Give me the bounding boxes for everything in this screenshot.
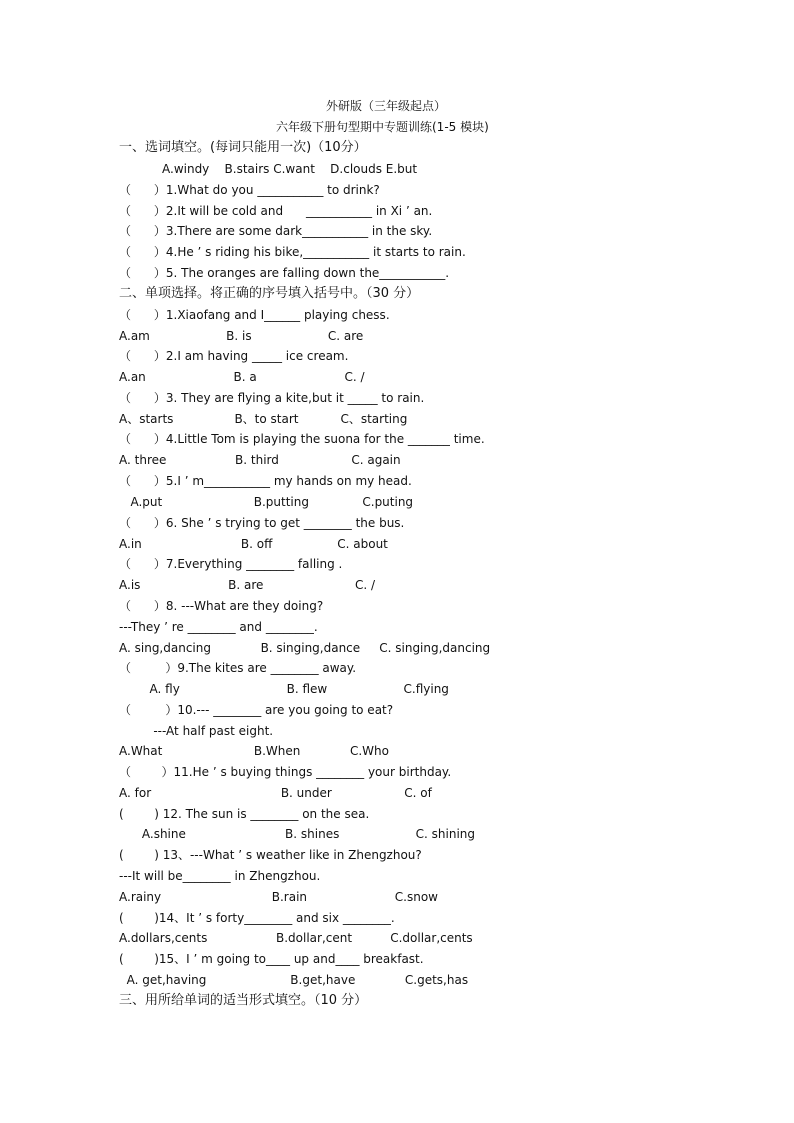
- s2-question-10-options: A.What B.When C.Who: [119, 744, 389, 758]
- section-1-word-options: A.windy B.stairs C.want D.clouds E.but: [162, 162, 418, 176]
- s2-question-7-options: A.is B. are C. /: [119, 578, 375, 592]
- section-2-heading: 二、单项选择。将正确的序号填入括号中。（30 分）: [119, 286, 420, 301]
- s2-question-8-options: A. sing,dancing B. singing,dance C. singing,dancing: [119, 641, 491, 655]
- s2-question-8: （ ）8. ---What are they doing?: [119, 599, 324, 613]
- s2-question-1: （ ）1.Xiaofang and I______ playing chess.: [119, 308, 390, 322]
- s2-question-14-options: A.dollars,cents B.dollar,cent C.dollar,cents: [119, 931, 473, 945]
- s2-question-15: ( )15、I ’ m going to____ up and____ breakfast.: [119, 952, 424, 966]
- s2-question-10: （ ）10.--- ________ are you going to eat?: [119, 703, 394, 717]
- s2-question-7: （ ）7.Everything ________ falling .: [119, 557, 343, 571]
- s2-question-6: （ ）6. She ’ s trying to get ________ the bus.: [119, 516, 405, 530]
- s1-question-3: （ ）3.There are some dark___________ in the sky.: [119, 224, 433, 238]
- s2-question-13: ( ) 13、---What ’ s weather like in Zhengzhou?: [119, 848, 422, 862]
- section-3-heading: 三、用所给单词的适当形式填空。（10 分）: [119, 993, 368, 1008]
- s2-question-4-options: A. three B. third C. again: [119, 453, 401, 467]
- title-line-1: 外研版（三年级起点）: [326, 99, 447, 113]
- s2-question-3: （ ）3. They are flying a kite,but it _____ to rain.: [119, 391, 425, 405]
- s2-question-11: （ ）11.He ’ s buying things ________ your birthday.: [119, 765, 452, 779]
- s2-question-8-line-2: ---They ’ re ________ and ________.: [119, 620, 318, 634]
- s2-question-1-options: A.am B. is C. are: [119, 329, 364, 343]
- s1-question-1: （ ）1.What do you ___________ to drink?: [119, 183, 380, 197]
- s1-question-4: （ ）4.He ’ s riding his bike,___________ it starts to rain.: [119, 245, 466, 259]
- s2-question-13-options: A.rainy B.rain C.snow: [119, 890, 438, 904]
- title-line-2: 六年级下册句型期中专题训练(1-5 模块): [276, 120, 489, 134]
- s2-question-9: （ ）9.The kites are ________ away.: [119, 661, 357, 675]
- s2-question-3-options: A、starts B、to start C、starting: [119, 412, 408, 426]
- s2-question-2: （ ）2.I am having _____ ice cream.: [119, 349, 349, 363]
- s2-question-2-options: A.an B. a C. /: [119, 370, 365, 384]
- s1-question-5: （ ）5. The oranges are falling down the___________.: [119, 266, 450, 280]
- s2-question-11-options: A. for B. under C. of: [119, 786, 432, 800]
- section-1-heading: 一、选词填空。(每词只能用一次)（10分）: [119, 140, 367, 155]
- s2-question-15-options: A. get,having B.get,have C.gets,has: [119, 973, 469, 987]
- s2-question-12: ( ) 12. The sun is ________ on the sea.: [119, 807, 370, 821]
- s2-question-14: ( )14、It ’ s forty________ and six ________.: [119, 911, 395, 925]
- s2-question-9-options: A. fly B. flew C.flying: [119, 682, 449, 696]
- s2-question-13-line-2: ---It will be________ in Zhengzhou.: [119, 869, 321, 883]
- s2-question-10-line-2: ---At half past eight.: [119, 724, 274, 738]
- s1-question-2: （ ）2.It will be cold and ___________ in Xi ’ an.: [119, 204, 433, 218]
- s2-question-4: （ ）4.Little Tom is playing the suona for the _______ time.: [119, 432, 485, 446]
- s2-question-12-options: A.shine B. shines C. shining: [119, 827, 475, 841]
- s2-question-5: （ ）5.I ’ m___________ my hands on my head.: [119, 474, 412, 488]
- s2-question-5-options: A.put B.putting C.puting: [119, 495, 414, 509]
- s2-question-6-options: A.in B. off C. about: [119, 537, 388, 551]
